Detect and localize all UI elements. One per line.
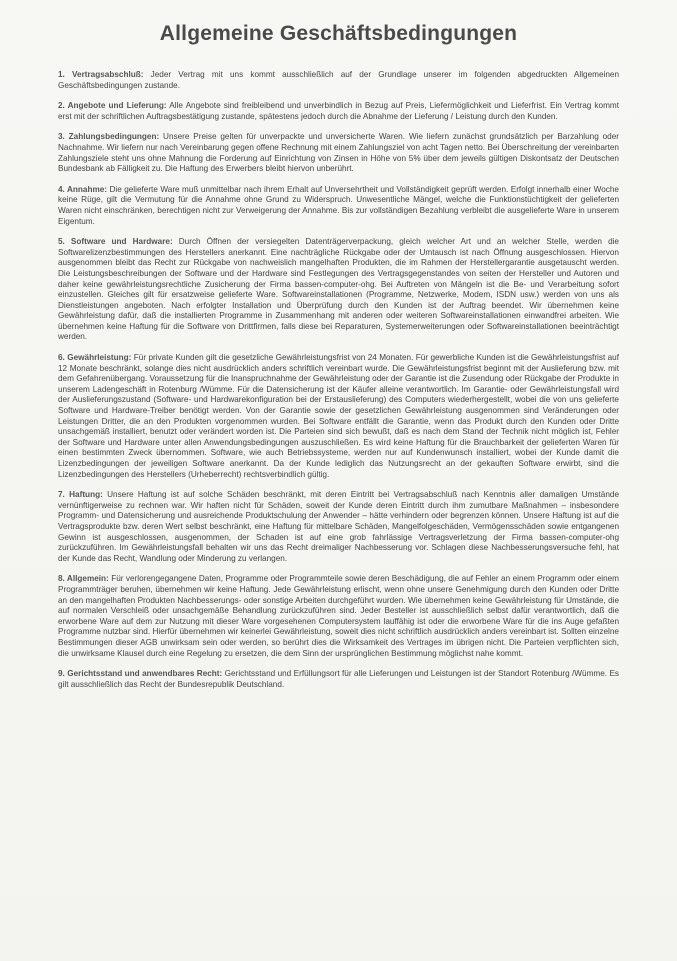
section-vertragsabschluss	[58, 70, 619, 91]
section-allgemein	[58, 574, 619, 659]
section-heading: 7. Haftung:	[58, 490, 103, 500]
section-text: Durch Öffnen der versiegelten Datenträgerverpackung, gleich welcher Art und an welcher Stelle, werden die Softwarelizenzbestimmungen des Herstellers anerkannt. Eine nachträgliche Rückgabe oder der Umtausch ist nach Öffnung ausgeschlossen. Hiervon ausgenommen bleibt das Recht zur Rückgabe von nachweislich mangelhaften Produkten, die im Rahmen der Herstellergarantie ausgetauscht werden. Die Leistungsbeschreibungen der Software und der Hardware sind Festlegungen des Vertragsgegenstandes von seiten der Hersteller und Autoren und daher keine gewährleistungsrechtliche Zusicherung der Firma bassen-computer-ohg. Bei Auftreten von Mängeln ist die Be- und Verarbeitung sofort einzustellen. Gleiches gilt für ersatzweise gelieferte Ware. Softwareinstallationen (Programme, Netzwerke, Modem, ISDN usw.) werden von uns als Dienstleistungen angeboten. Nach erfolgter Installation und Überprüfung durch den Kunden ist der Auftrag beendet. Wir übernehmen keine Gewährleistung dafür, daß die installierten Programme in Zusammenhang mit anderen oder weiteren Softwareinstallationen einwandfrei arbeiten. Wie übernehmen keine Haftung für die Software von Drittfirmen, falls diese bei Reparaturen, Systemerweiterungen oder Softwareinstallationen beeinträchtigt werden.	[58, 237, 619, 342]
section-text: Unsere Preise gelten für unverpackte und unversicherte Waren. Wie liefern zunächst grundsätzlich per Barzahlung oder Nachnahme. Wir liefern nur nach Vereinbarung gegen offene Rechnung mit einem Zahlungsziel von acht Tagen netto. Bei Überschreitung der vereinbarten Zahlungsziele steht uns ohne Mahnung die Forderung auf Einrichtung von Zinsen in Höhe von 5% über dem jeweils gültigen Diskontsatz der Deutschen Bundesbank ab Fälligkeit zu. Die Haftung des Erwerbers bleibt hiervon unberührt.	[58, 132, 619, 174]
section-text: Für verlorengegangene Daten, Programme oder Programmteile sowie deren Beschädigung, die auf Fehler an einem Programm oder einem Programmträger beruhen, übernehmen wir keine Haftung. Jede Gewährleistung erlischt, wenn ohne unsere Genehmigung durch den Kunden oder Dritte an den mangelhaften Produkten Nachbesserungs- oder sonstige Arbeiten durchgeführt wurden. Wie übernehmen keine Gewährleistung für Umstände, die auf normalen Verschleiß oder unsachgemäße Behandlung zurückzuführen sind. Jeder Besteller ist ausschließlich selbst dafür verantwortlich, daß die erworbene Ware auf dem zur Nutzung mit dieser Ware vorgesehenen Computersystem lauffähig ist oder die erworbene Ware für die ins Auge gefaßten Programme nutzbar sind. Hierfür übernehmen wir keinerlei Gewährleistung, soweit dies nicht schriftlich ausdrücklich anders vereinbart ist. Sollten einzelne Bestimmungen dieser AGB unwirksam sein oder werden, so berührt dies die Wirksamkeit des Vertrages im übrigen nicht. Die Parteien verpflichten sich, die unwirksame Klausel durch eine Regelung zu ersetzen, die dem Sinn der ursprünglichen Bestimmung möglichst nahe kommt.	[58, 574, 620, 658]
section-heading: 5. Software und Hardware:	[58, 237, 173, 247]
section-text: Gerichtsstand und Erfüllungsort für alle Lieferungen und Leistungen ist der Standort Rotenburg /Wümme. Es gilt ausschließlich das Recht der Bundesrepublik Deutschland.	[58, 669, 619, 689]
section-angebote-lieferung	[58, 101, 619, 122]
section-text: Alle Angebote sind freibleibend und unverbindlich in Bezug auf Preis, Liefermöglichkeit und Lieferfrist. Ein Vertrag kommt erst mit der schriftlichen Auftragsbestätigung zustande, spätestens jedoch durch die Abnahme der Lieferung / Leistung durch den Kunden.	[58, 101, 619, 121]
section-zahlungsbedingungen	[58, 132, 619, 174]
section-text: Unsere Haftung ist auf solche Schäden beschränkt, mit deren Eintritt bei Vertragsabschluß nach Kenntnis aller damaligen Umstände vernünftigerweise zu rechnen war. Wir haften nicht für Schäden, soweit der Kunde deren Eintritt durch ihm zumutbare Maßnahmen – insbesondere Programm- und Datensicherung und ausreichende Produktschulung der Anwender – hätte verhindern oder begrenzen können. Unsere Haftung ist auf die Vertragsprodukte bzw. deren Wert selbst beschränkt, eine Haftung für mittelbare Schäden, Mangelfolgeschäden, Vermögensschäden sowie entgangenen Gewinn ist ausgeschlossen, ausgenommen, der Schaden ist auf eine grob fahrlässige Vertragsverletzung der Firma bassen-computer-ohg zurückzuführen. Im Gewährleistungsfall behalten wir uns das Recht dreimaliger Nachbesserung vor. Schlagen diese Nachbesserungsversuche fehl, hat der Kunde das Recht, Wandlung oder Minderung zu verlangen.	[58, 490, 619, 563]
section-heading: 4. Annahme:	[58, 184, 108, 194]
section-software-hardware	[58, 237, 619, 343]
section-text: Die gelieferte Ware muß unmittelbar nach ihrem Erhalt auf Unversehrtheit und Vollständigkeit geprüft werden. Erfolgt innerhalb einer Woche keine Rüge, gilt die Vermutung für die Annahme ohne Grund zu Widerspruch. Unwesentliche Mängel, welche die Funktionstüchtigkeit der gelieferten Waren nicht einschränken, berechtigen nicht zur Verweigerung der Annahme. Bis zur vollständigen Bezahlung verbleibt die ausgelieferte Ware in unserem Eigentum.	[58, 184, 619, 226]
section-heading: 6. Gewährleistung:	[58, 353, 132, 363]
section-gewaehrleistung	[58, 353, 619, 480]
section-gerichtsstand	[58, 669, 619, 690]
section-heading: 1. Vertragsabschluß:	[58, 70, 144, 79]
section-heading: 3. Zahlungsbedingungen:	[58, 132, 160, 142]
section-text: Für private Kunden gilt die gesetzliche Gewährleistungsfrist von 24 Monaten. Für gewerbliche Kunden ist die Gewährleistungsfrist auf 12 Monate beschränkt, solange dies nicht ausdrücklich anders schriftlich vereinbart wurde. Die Gewährleistungsfrist beginnt mit der Auslieferung bzw. mit dem Gefahrenübergang. Voraussetzung für die Inanspruchnahme der Gewährleistung oder der Garantie ist die Zusendung oder Rückgabe der Produkte in unserem Ladengeschäft in Rotenburg /Wümme. Für die Datensicherung ist der Käufer alleine verantwortlich. Im Garantie- oder Gewährleistungsfall wird der Auslieferungszustand (Software- und Hardwarekonfiguration bei der Erstauslieferung) des Computers wiederhergestellt, wobei die von uns gelieferte Software und Hardware-Treiber benötigt werden. Von der Garantie sowie der gesetzlichen Gewährleistung ausgenommen sind Veränderungen oder Leistungen Dritter, die an den Produkten vorgenommen wurden. Bei Software entfällt die Garantie, wenn das Produkt durch den Kunden oder Dritte unsachgemäß installiert, benutzt oder verändert worden ist. Die Parteien sind sich bewußt, daß es nach dem Stand der Technik nicht möglich ist, Fehler der Software und Hardware unter allen Anwendungsbedingungen auszuschließen. Es wird keine Haftung für die Brauchbarkeit der gelieferten Waren für einen bestimmten Zweck übernommen. Software, wie auch Betriebssysteme, werden nur auf Kundenwunsch installiert, wobei der Kunde damit die Lizenzbedingungen der jeweiligen Software anerkannt. Da der Kunde lediglich das Nutzungsrecht an der gekauften Software erwirbt, sind die Lizenzbedingungen des Herstellers (Urheberrecht) rechtsverbindlich gültig.	[58, 353, 620, 479]
section-heading: 8. Allgemein:	[58, 574, 109, 584]
document-title: Allgemeine Geschäftsbedingungen	[159, 22, 518, 45]
section-text: Jeder Vertrag mit uns kommt ausschließlich auf der Grundlage unserer im folgenden abgedruckten Allgemeinen Geschäftsbedingungen zustande.	[58, 70, 619, 90]
section-heading: 2. Angebote und Lieferung:	[58, 101, 167, 111]
section-heading: 9. Gerichtsstand und anwendbares Recht:	[58, 669, 223, 679]
section-annahme	[58, 185, 619, 227]
section-haftung	[58, 490, 619, 564]
